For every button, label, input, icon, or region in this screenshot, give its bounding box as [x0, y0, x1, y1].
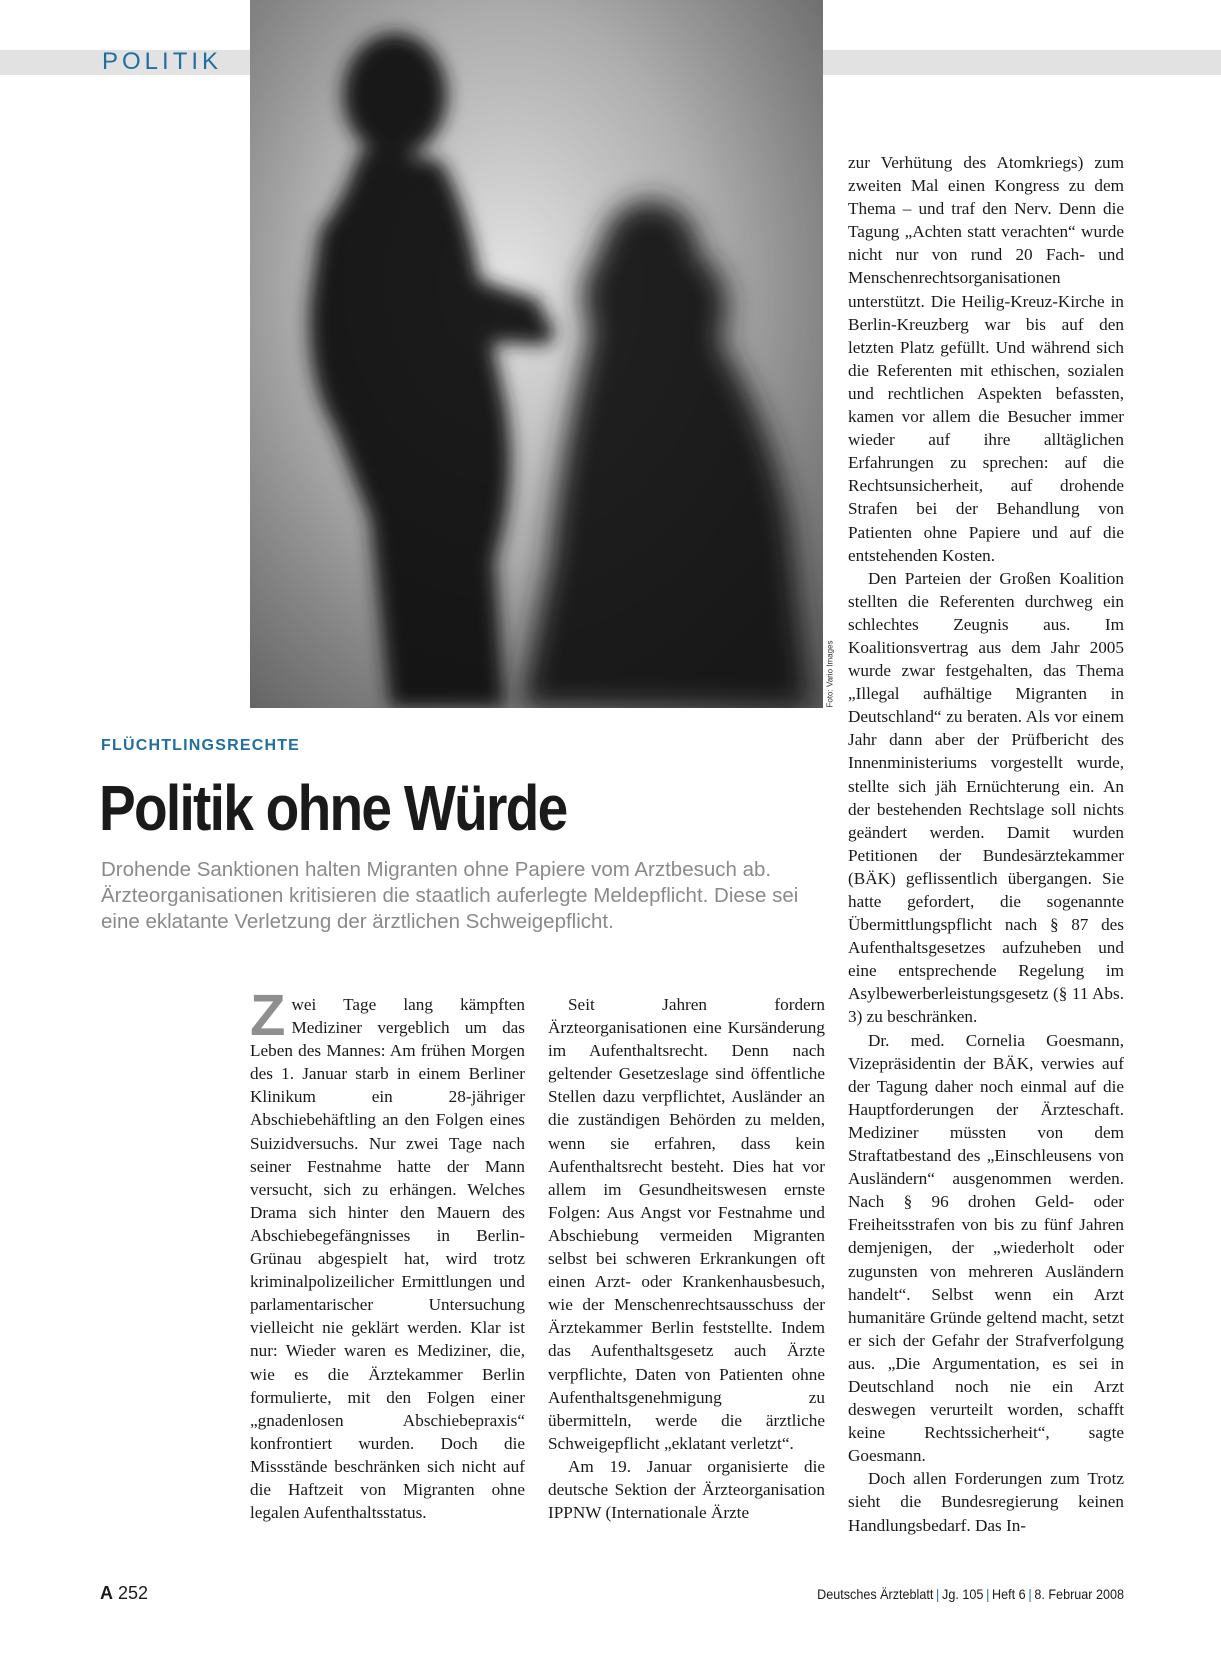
journal-issue: Heft 6 — [992, 1586, 1026, 1602]
separator: | — [1028, 1586, 1032, 1602]
article-title: Politik ohne Würde — [99, 772, 567, 844]
page-prefix: A — [100, 1583, 113, 1603]
paragraph: Dr. med. Cornelia Goesmann, Vizepräsidentin der BÄK, verwies auf der Tagung daher noch einmal auf die Hauptforderungen der Ärzteschaft. Mediziner müssten von dem Straftatbestand des „Einschleusens von Ausländern“ ausgenommen werden. Nach § 96 drohen Geld- oder Freiheitsstrafen von bis zu fünf Jahren demjenigen, der „wiederholt oder zugunsten von mehreren Ausländern handelt“. Selbst wenn ein Arzt humanitäre Gründe geltend macht, setzt er sich der Gefahr der Strafverfolgung aus. „Die Argumentation, es sei in Deutschland noch nie ein Arzt deswegen verurteilt worden, schafft keine Rechtssicherheit“, sagte Goesmann. — [848, 1030, 1124, 1466]
paragraph: zur Verhütung des Atomkriegs) zum zweiten Mal einen Kongress zu dem Thema – und traf den Nerv. Denn die Tagung „Achten statt verachten“ wurde nicht nur von rund 20 Fach- und Menschenrechtsorganisationen unterstützt. Die Heilig-Kreuz-Kirche in Berlin-Kreuzberg war bis auf den letzten Platz gefüllt. Und während sich die Referenten mit ethischen, sozialen und rechtlichen Aspekten befassten, kamen vor allem die Besucher immer wieder auf ihre alltäglichen Erfahrungen zu sprechen: auf die Rechtsunsicherheit, auf drohende Strafen bei der Behandlung von Patienten ohne Papiere und auf die entstehenden Kosten. — [848, 153, 1124, 565]
page-number — [100, 1583, 148, 1604]
photo-credit — [823, 640, 837, 710]
journal-volume: Jg. 105 — [942, 1586, 984, 1602]
text-column-1 — [250, 983, 525, 1524]
section-label: POLITIK — [102, 48, 223, 75]
page-number-value: 252 — [118, 1583, 149, 1603]
paragraph: Am 19. Januar organisierte die deutsche Sektion der Ärzteorganisation IPPNW (Internationale Ärzte — [548, 1456, 825, 1523]
journal-date: 8. Februar 2008 — [1034, 1586, 1124, 1602]
shadow-silhouettes-image — [250, 0, 823, 708]
paragraph: wei Tage lang kämpften Mediziner vergeblich um das Leben des Mannes: Am frühen Morgen des 1. Januar starb in einem Berliner Klinikum ein 28-jähriger Abschiebehäftling an den Folgen eines Suizidversuchs. Nur zwei Tage nach seiner Festnahme hatte der Mann versucht, sich zu erhängen. Welches Drama sich hinter den Mauern des Abschiebegefängnisses in Berlin-Grünau abgespielt hat, wird trotz kriminalpolizeilicher Ermittlungen und parlamentarischer Untersuchung vielleicht nie geklärt werden. Klar ist nur: Wieder waren es Mediziner, die, wie es die Ärztekammer Berlin formulierte, mit den Folgen einer „gnadenlosen Abschiebepraxis“ konfrontiert wurden. Doch die Missstände beschränken sich nicht auf die Haftzeit von Migranten ohne legalen Aufenthaltsstatus. — [250, 995, 525, 1523]
drop-cap: Z — [250, 983, 286, 1048]
publication-info — [817, 1586, 1124, 1602]
separator: | — [986, 1586, 990, 1602]
article-photo — [250, 0, 823, 708]
journal-name: Deutsches Ärzteblatt — [817, 1586, 934, 1602]
text-column-3 — [848, 151, 1124, 1537]
separator: | — [936, 1586, 940, 1602]
photo-credit-text: Foto: Vario Images — [825, 640, 835, 708]
paragraph: Doch allen Forderungen zum Trotz sieht die Bundesregierung keinen Handlungsbedarf. Das In- — [848, 1469, 1124, 1535]
text-column-2 — [548, 993, 825, 1524]
article-kicker: FLÜCHTLINGSRECHTE — [101, 737, 301, 754]
section-band-right — [823, 50, 1221, 75]
paragraph: Den Parteien der Großen Koalition stellten die Referenten durchweg ein schlechtes Zeugnis aus. Im Koalitionsvertrag aus dem Jahr 2005 wurde zwar festgehalten, das Thema „Illegal aufhältige Migranten in Deutschland“ zu beraten. Als vor einem Jahr dann aber der Prüfbericht des Innenministeriums vorgestellt wurde, stellte sich jäh Ernüchterung ein. An der bestehenden Rechtslage soll nichts geändert werden. Damit wurden Petitionen der Bundesärztekammer (BÄK) geflissentlich übergangen. Sie hatte gefordert, die sogenannte Übermittlungspflicht nach § 87 des Aufenthaltsgesetzes aufzuheben und eine entsprechende Regelung im Asylbewerberleistungsgesetz (§ 11 Abs. 3) zu beschränken. — [848, 568, 1124, 1027]
paragraph: Seit Jahren fordern Ärzteorganisationen eine Kursänderung im Aufenthaltsrecht. Denn nach geltender Gesetzeslage sind öffentliche Stellen dazu verpflichtet, Ausländer an die zuständigen Behörden zu melden, wenn sie erfahren, dass kein Aufenthaltsrecht besteht. Dies hat vor allem im Gesundheitswesen ernste Folgen: Aus Angst vor Festnahme und Abschiebung vermeiden Migranten selbst bei schweren Erkrankungen oft einen Arzt- oder Krankenhausbesuch, wie der Menschenrechtsausschuss der Ärztekammer Berlin feststellte. Indem das Aufenthaltsgesetz auch Ärzte verpflichte, Daten von Patienten ohne Aufenthaltsgenehmigung zu übermitteln, werde die ärztliche Schweigepflicht „eklatant verletzt“. — [548, 995, 825, 1453]
article-lead: Drohende Sanktionen halten Migranten ohne Papiere vom Arztbesuch ab. Ärzteorganisationen kritisieren die staatlich auferlegte Meldepflicht. Diese sei eine eklatante Verletzung der ärztlichen Schweigepflicht. — [101, 858, 799, 933]
